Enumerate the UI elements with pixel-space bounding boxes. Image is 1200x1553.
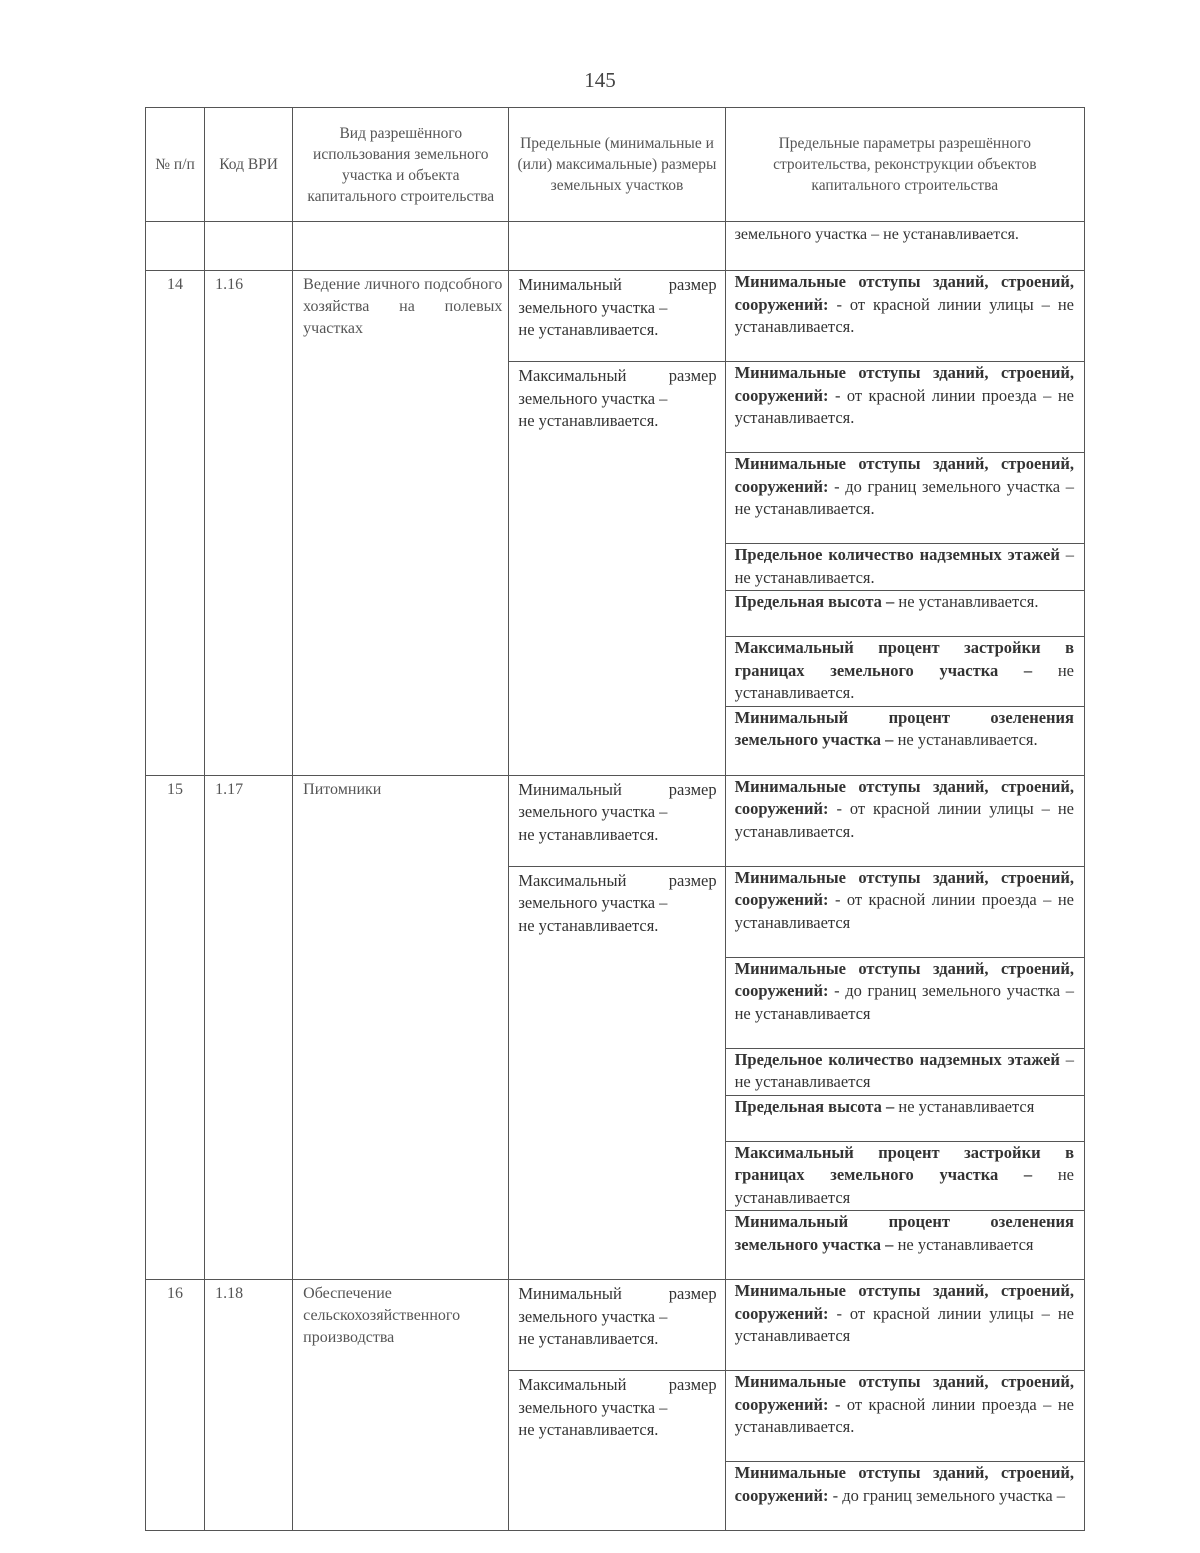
- row-number: 14: [146, 271, 205, 776]
- param-head: Максимальный процент застройки в границах земельного участка –: [734, 1142, 1074, 1184]
- table-header-row: [146, 108, 1085, 222]
- vri-name: Питомники: [293, 775, 509, 1280]
- param-text: - от красной линии проезда – не устанавливается: [734, 890, 1075, 932]
- param-head: Предельная высота –: [734, 1096, 895, 1116]
- land-use-table: [145, 107, 1085, 1531]
- param-head: Предельное количество надземных этажей: [734, 1049, 1060, 1069]
- param-text: - от красной линии улицы – не устанавливается.: [734, 294, 1075, 336]
- param-cell: [725, 866, 1084, 957]
- max-size-value: не устанавливается.: [518, 915, 659, 935]
- param-cell: [725, 1095, 1084, 1141]
- param-text: - до границ земельного участка –: [832, 1485, 1066, 1505]
- vri-code: 1.18: [205, 1280, 293, 1531]
- vri-code: 1.17: [205, 775, 293, 1280]
- param-text: не устанавливается.: [734, 660, 1074, 702]
- table-row: [146, 775, 1085, 866]
- param-head: Максимальный процент застройки в границах земельного участка –: [734, 638, 1074, 680]
- param-text: – не устанавливается: [734, 1049, 1074, 1091]
- param-cell: [725, 775, 1084, 866]
- table-row: [146, 271, 1085, 362]
- max-size-head: Максимальный размер земельного участка –: [518, 366, 717, 408]
- param-cell: [725, 1371, 1084, 1462]
- min-size-cell: [509, 271, 725, 362]
- param-text: не устанавливается.: [898, 592, 1039, 611]
- header-code: Код ВРИ: [205, 108, 293, 222]
- param-cell: [725, 1048, 1084, 1095]
- max-size-cell: [509, 362, 725, 776]
- param-text: не устанавливается.: [897, 730, 1038, 749]
- continuation-num: [146, 222, 205, 271]
- param-text: - от красной линии проезда – не устанавливается.: [734, 1394, 1075, 1436]
- param-cell: [725, 271, 1084, 362]
- min-size-head: Минимальный размер земельного участка –: [518, 779, 717, 821]
- min-size-value: не устанавливается.: [518, 1329, 659, 1348]
- header-vri: Вид разрешённого использования земельного участка и объекта капитального строительства: [293, 108, 509, 222]
- row-number: 16: [146, 1280, 205, 1531]
- table-row: [146, 1280, 1085, 1371]
- min-size-value: не устанавливается.: [518, 320, 659, 339]
- continuation-row: [146, 222, 1085, 271]
- table-body: [146, 271, 1085, 1531]
- param-head: Предельная высота –: [734, 592, 895, 611]
- header-sizes: Предельные (минимальные и (или) максимальные) размеры земельных участков: [509, 108, 725, 222]
- param-cell: [725, 637, 1084, 707]
- continuation-size: [509, 222, 725, 271]
- min-size-value: не устанавливается.: [518, 824, 659, 844]
- vri-code: 1.16: [205, 271, 293, 776]
- param-cell: [725, 706, 1084, 775]
- param-head: Предельное количество надземных этажей: [734, 545, 1060, 564]
- header-num: № п/п: [146, 108, 205, 222]
- param-text: - до границ земельного участка – не устанавливается: [734, 981, 1074, 1023]
- param-text: – не устанавливается.: [734, 545, 1074, 587]
- param-head: Минимальные отступы зданий, строений, сооружений:: [734, 776, 1074, 818]
- max-size-value: не устанавливается.: [518, 411, 659, 430]
- continuation-vri: [293, 222, 509, 271]
- param-cell: [725, 453, 1084, 544]
- row-number: 15: [146, 775, 205, 1280]
- param-cell: [725, 957, 1084, 1048]
- param-text: - от красной линии улицы – не устанавливается: [734, 1303, 1075, 1345]
- param-cell: [725, 362, 1084, 453]
- param-cell: [725, 544, 1084, 591]
- continuation-params: земельного участка – не устанавливается.: [725, 222, 1084, 271]
- param-head: Минимальные отступы зданий, строений, сооружений:: [734, 363, 1074, 405]
- param-cell: [725, 1462, 1084, 1531]
- param-text: не устанавливается: [898, 1096, 1035, 1116]
- max-size-cell: [509, 1371, 725, 1531]
- param-text: - от красной линии проезда – не устанавливается.: [734, 385, 1075, 427]
- min-size-cell: [509, 1280, 725, 1371]
- param-head: Минимальные отступы зданий, строений, сооружений:: [734, 1463, 1074, 1505]
- param-head: Минимальные отступы зданий, строений, сооружений:: [734, 867, 1074, 909]
- max-size-value: не устанавливается.: [518, 1420, 659, 1439]
- param-head: Минимальный процент озеленения земельного участка –: [734, 707, 1074, 749]
- vri-name: Обеспечение сельскохозяйственного производства: [293, 1280, 509, 1531]
- continuation-code: [205, 222, 293, 271]
- param-head: Минимальные отступы зданий, строений, сооружений:: [734, 1372, 1074, 1414]
- param-cell: [725, 591, 1084, 637]
- param-head: Минимальные отступы зданий, строений, сооружений:: [734, 958, 1074, 1000]
- max-size-head: Максимальный размер земельного участка –: [518, 870, 717, 912]
- param-cell: [725, 1211, 1084, 1280]
- page-number: 145: [584, 68, 616, 92]
- min-size-cell: [509, 775, 725, 866]
- param-text: не устанавливается: [734, 1165, 1074, 1207]
- param-cell: [725, 1280, 1084, 1371]
- param-head: Минимальный процент озеленения земельного участка –: [734, 1212, 1074, 1254]
- max-size-cell: [509, 866, 725, 1280]
- param-text: не устанавливается: [897, 1234, 1034, 1254]
- param-head: Минимальные отступы зданий, строений, сооружений:: [734, 1281, 1074, 1323]
- min-size-head: Минимальный размер земельного участка –: [518, 275, 717, 317]
- param-cell: [725, 1141, 1084, 1211]
- param-head: Минимальные отступы зданий, строений, сооружений:: [734, 454, 1074, 496]
- param-text: - от красной линии улицы – не устанавливается.: [734, 799, 1075, 841]
- param-head: Минимальные отступы зданий, строений, сооружений:: [734, 272, 1074, 314]
- header-params: Предельные параметры разрешённого строительства, реконструкции объектов капитального строительства: [725, 108, 1084, 222]
- vri-name: Ведение личного подсобного хозяйства на полевых участках: [293, 271, 509, 776]
- min-size-head: Минимальный размер земельного участка –: [518, 1284, 717, 1326]
- param-text: - до границ земельного участка – не устанавливается.: [734, 476, 1074, 518]
- max-size-head: Максимальный размер земельного участка –: [518, 1375, 717, 1417]
